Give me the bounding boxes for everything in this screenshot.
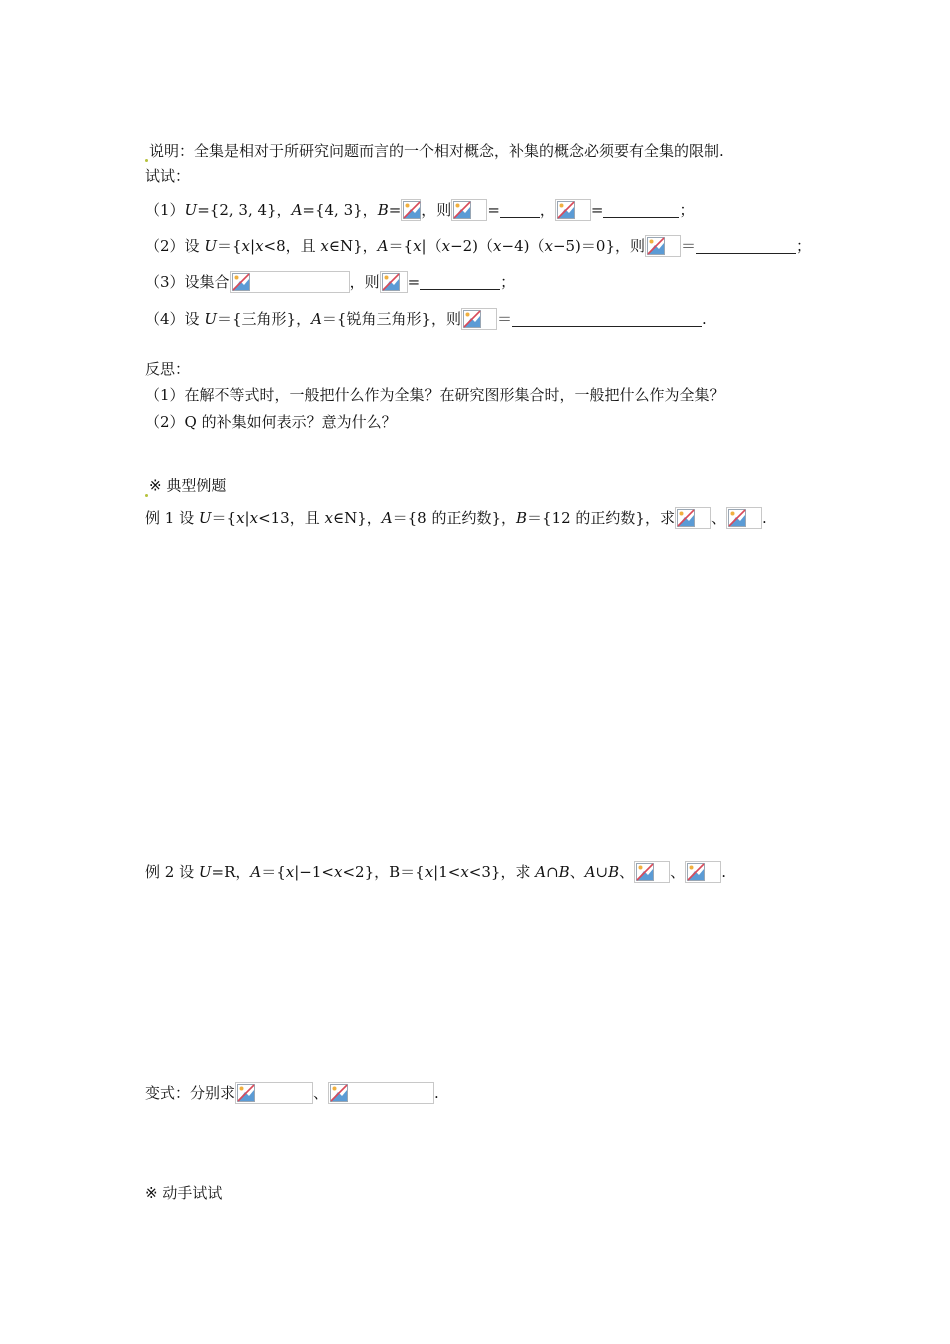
reflection-title: 反思： [145, 360, 191, 378]
section-heading-typical-examples: ※ 典型例题 [145, 474, 226, 497]
try-item-3: （3）设集合 ，则 = ； [145, 273, 516, 291]
broken-image-icon [634, 861, 670, 883]
bullet-dot [145, 159, 148, 162]
broken-image-icon [726, 507, 762, 529]
try-item-2: （2）设 U＝{x|x<8，且 x∈N}，A＝{x|（x−2)（x−4)（x−5)＝0}，则 ＝ ； [145, 237, 812, 255]
broken-image-icon [685, 861, 721, 883]
broken-image-icon [645, 235, 681, 257]
answer-blank[interactable] [500, 203, 540, 218]
try-title: 试试： [145, 167, 191, 185]
answer-blank[interactable] [696, 239, 796, 254]
broken-image-icon [380, 271, 408, 293]
broken-image-icon [401, 199, 421, 221]
section-heading-hands-on: ※ 动手试试 [145, 1184, 223, 1202]
broken-image-icon [230, 271, 350, 293]
example-1: 例 1 设 U＝{x|x<13，且 x∈N}，A＝{8 的正约数}，B＝{12 的正约数}，求 、 . [145, 509, 767, 527]
try-item-4: （4）设 U＝{三角形}，A＝{锐角三角形}，则 ＝ . [145, 310, 707, 328]
broken-image-icon [451, 199, 487, 221]
reflection-question-2: （2）Q 的补集如何表示？意为什么？ [145, 413, 397, 431]
try-item-1: （1）U={2, 3, 4}，A={4, 3}，B= ，则 = ， = ； [145, 201, 695, 219]
explanation-text: 说明：全集是相对于所研究问题而言的一个相对概念，补集的概念必须要有全集的限制. [149, 142, 724, 160]
reflection-question-1: （1）在解不等式时，一般把什么作为全集？在研究图形集合时，一般把什么作为全集？ [145, 386, 725, 404]
broken-image-icon [461, 308, 497, 330]
variant-exercise: 变式：分别求 、 . [145, 1084, 439, 1102]
answer-blank[interactable] [603, 203, 679, 218]
answer-blank[interactable] [512, 312, 702, 327]
broken-image-icon [555, 199, 591, 221]
explanation-line [145, 139, 724, 162]
broken-image-icon [235, 1082, 313, 1104]
bullet-dot [145, 494, 148, 497]
example-2: 例 2 设 U=R，A＝{x|−1<x<2}，B＝{x|1<x<3}，求 A∩B、A∪B、 、 . [145, 863, 726, 881]
answer-blank[interactable] [420, 275, 500, 290]
broken-image-icon [675, 507, 711, 529]
broken-image-icon [328, 1082, 434, 1104]
